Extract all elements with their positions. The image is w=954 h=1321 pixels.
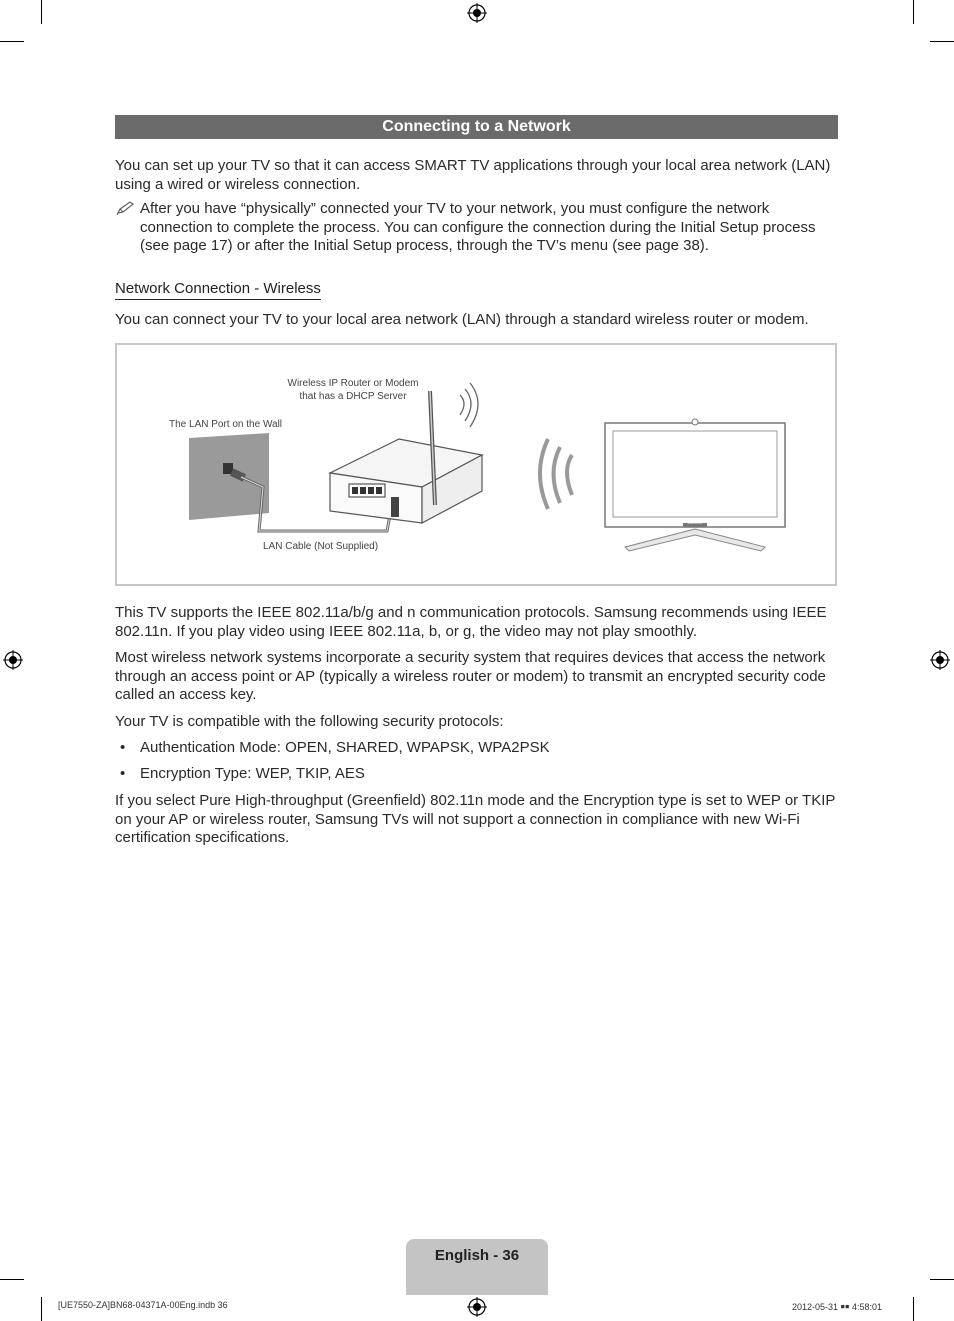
note-block <box>115 200 837 256</box>
print-slug-left: [UE7550-ZA]BN68-04371A-00Eng.indb 36 <box>58 1300 228 1310</box>
protocols-paragraph: This TV supports the IEEE 802.11a/b/g and n communication protocols. Samsung recommends using IEEE 802.11n. If you play video using IEEE 802.11a, b, or g, the video may not play smoothly. <box>115 604 827 640</box>
wall-port-icon <box>189 433 269 520</box>
crop-mark <box>41 1297 42 1321</box>
crop-mark <box>0 1279 24 1280</box>
registration-mark-icon <box>930 650 950 670</box>
intro-paragraph: You can set up your TV so that it can access SMART TV applications through your local area network (LAN) using a wired or wireless connection. <box>115 157 831 193</box>
crop-mark <box>0 41 24 42</box>
greenfield-paragraph: If you select Pure High-throughput (Greenfield) 802.11n mode and the Encryption type is set to WEP or TKIP on your AP or wireless router, Samsung TVs will not support a connection in compliance with new Wi-Fi certification specifications. <box>115 792 836 847</box>
section-title: Connecting to a Network <box>115 115 838 139</box>
list-item <box>115 739 550 758</box>
bullet-dot: • <box>120 765 126 782</box>
page-number-tab: English - 36 <box>406 1239 548 1295</box>
wireless-signal-icon <box>540 439 572 509</box>
diagram-drawing <box>117 345 835 584</box>
crop-mark <box>913 1297 914 1321</box>
router-icon <box>330 383 482 523</box>
list-item <box>115 765 365 784</box>
pencil-icon <box>115 200 137 216</box>
lan-cable-label: LAN Cable (Not Supplied) <box>263 541 379 552</box>
subheading: Network Connection - Wireless <box>115 280 321 300</box>
crop-mark <box>41 0 42 24</box>
bullet-dot: • <box>120 739 126 756</box>
sub-intro-paragraph: You can connect your TV to your local area network (LAN) through a standard wireless router or modem. <box>115 311 809 328</box>
list-item-text: Authentication Mode: OPEN, SHARED, WPAPSK, WPA2PSK <box>140 739 550 756</box>
tv-brand-logo: SAMSUNG <box>687 521 703 525</box>
security-paragraph: Most wireless network systems incorporate a security system that requires devices that access the network through an access point or AP (typically a wireless router or modem) to transmit an encrypted security code called an access key. <box>115 649 826 704</box>
registration-mark-icon <box>467 3 487 23</box>
registration-mark-icon <box>3 650 23 670</box>
router-label-line-1: Wireless IP Router or Modem <box>287 378 419 389</box>
tv-icon <box>605 419 785 551</box>
list-item-text: Encryption Type: WEP, TKIP, AES <box>140 765 365 782</box>
crop-mark <box>930 41 954 42</box>
note-text: After you have “physically” connected your TV to your network, you must configure the network connection to complete the process. You can configure the connection during the Initial Setup process (see page 17) or after the Initial Setup process, through the TV’s menu (see page 38). <box>140 200 816 255</box>
crop-mark <box>913 0 914 24</box>
wireless-connection-diagram <box>115 343 837 586</box>
router-label-line-2: that has a DHCP Server <box>299 391 407 402</box>
compatible-paragraph: Your TV is compatible with the following security protocols: <box>115 713 504 730</box>
wall-port-label: The LAN Port on the Wall <box>169 419 283 430</box>
registration-mark-icon <box>467 1297 487 1317</box>
print-slug-right: 2012-05-31 ￭￭ 4:58:01 <box>792 1302 883 1312</box>
crop-mark <box>930 1279 954 1280</box>
